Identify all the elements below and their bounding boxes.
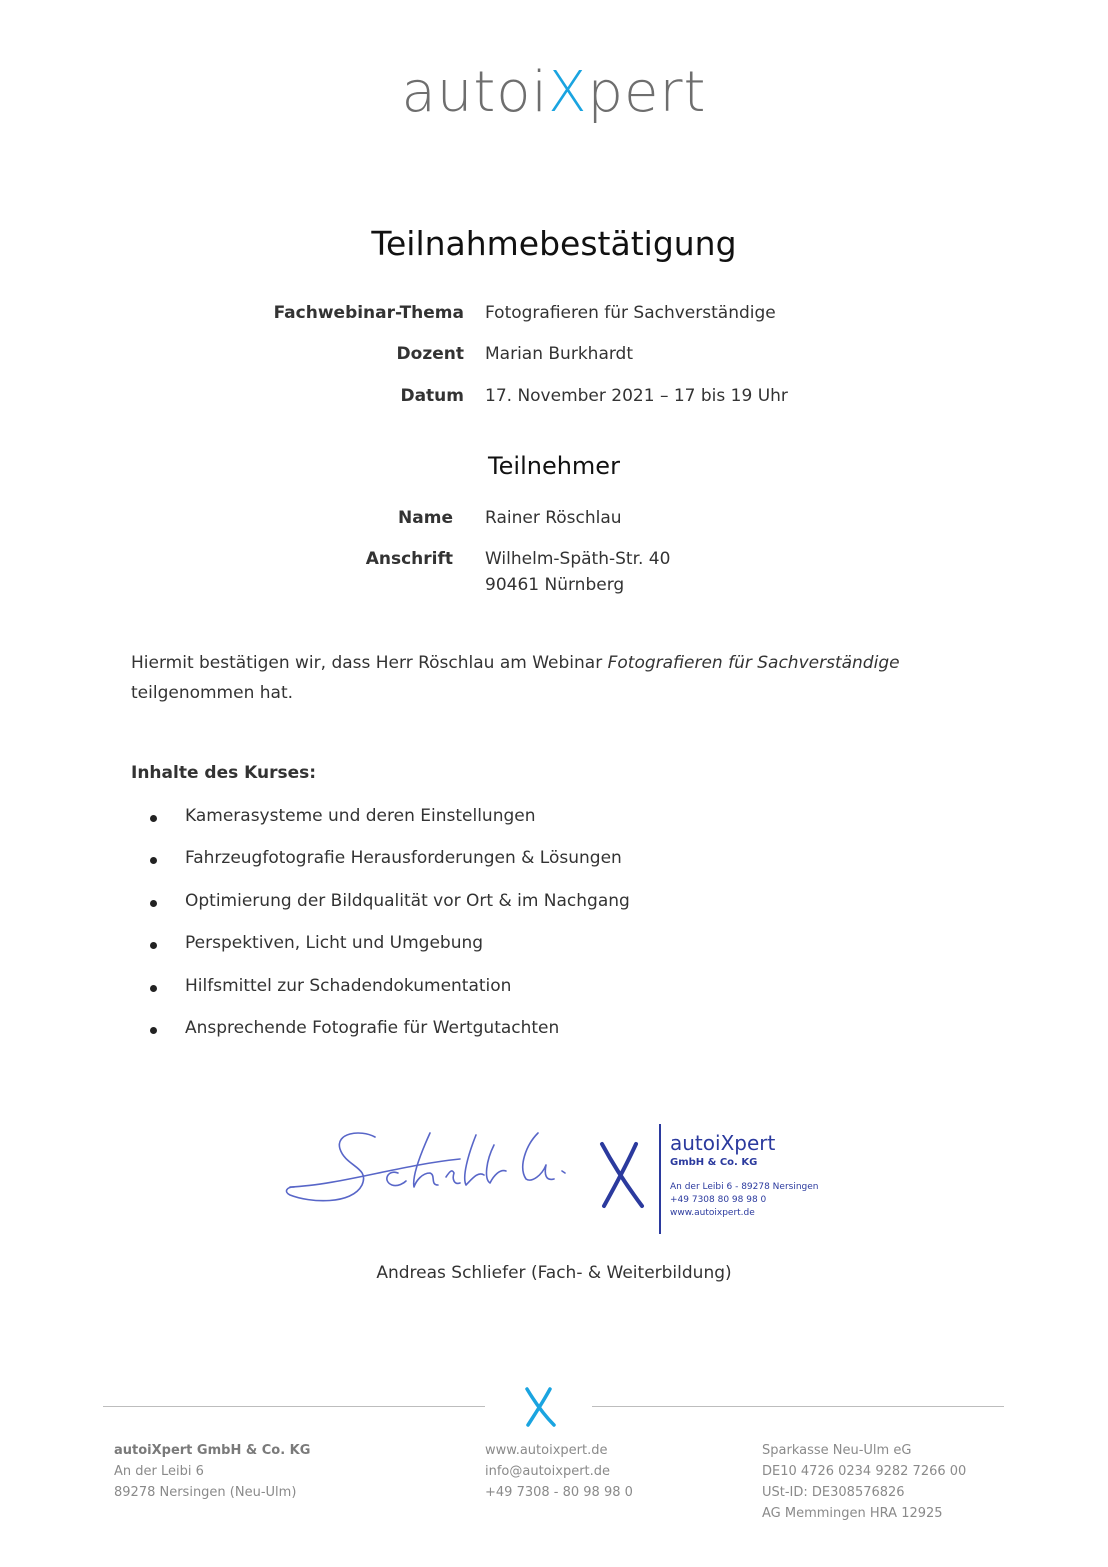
course-item: Perspektiven, Licht und Umgebung [185, 933, 484, 953]
footer-company-block [114, 1440, 310, 1503]
footer-phone: +49 7308 - 80 98 98 0 [485, 1485, 633, 1500]
footer-city: 89278 Nersingen (Neu-Ulm) [114, 1485, 297, 1500]
signer-name: Andreas Schliefer (Fach- & Weiterbildung) [376, 1263, 732, 1283]
footer-divider-left [103, 1406, 485, 1407]
course-item: Hilfsmittel zur Schadendokumentation [185, 976, 512, 996]
footer-register: AG Memmingen HRA 12925 [762, 1506, 943, 1521]
date-value: 17. November 2021 – 17 bis 19 Uhr [485, 386, 788, 406]
stamp-company: autoiXpert [670, 1131, 776, 1155]
course-item: Kamerasysteme und deren Einstellungen [185, 806, 536, 826]
lecturer-value: Marian Burkhardt [485, 344, 634, 364]
footer-company: autoiXpert GmbH & Co. KG [114, 1443, 311, 1458]
date-label: Datum [400, 386, 464, 406]
address-line-2: 90461 Nürnberg [485, 575, 625, 595]
name-label: Name [398, 508, 453, 528]
topic-label: Fachwebinar-Thema [273, 303, 464, 323]
stamp-divider [659, 1124, 661, 1234]
company-logo [0, 58, 1108, 128]
footer-contact-block [485, 1440, 633, 1503]
webinar-title-italic: Fotografieren für Sachverständige [607, 653, 900, 673]
footer-divider-right [592, 1406, 1004, 1407]
bullet-icon [150, 900, 157, 907]
lecturer-label: Dozent [396, 344, 464, 364]
footer-bank-block [762, 1440, 966, 1524]
logo-x: X [548, 60, 588, 125]
bullet-icon [150, 1027, 157, 1034]
address-line-1: Wilhelm-Späth-Str. 40 [485, 549, 671, 569]
footer-bank: Sparkasse Neu-Ulm eG [762, 1443, 912, 1458]
footer-vat: USt-ID: DE308576826 [762, 1485, 905, 1500]
logo-text: autoiXpert [401, 60, 707, 125]
stamp-x-icon [596, 1140, 648, 1210]
confirmation-text: Hiermit bestätigen wir, dass Herr Röschlau am Webinar Fotografieren für Sachverständige teilgenommen hat. [131, 653, 900, 703]
course-item: Optimierung der Bildqualität vor Ort & im Nachgang [185, 891, 630, 911]
footer-email-link[interactable]: info@autoixpert.de [485, 1464, 611, 1479]
footer-web-link[interactable]: www.autoixpert.de [485, 1443, 608, 1458]
stamp-phone: +49 7308 80 98 98 0 [670, 1195, 767, 1205]
stamp-web: www.autoixpert.de [670, 1208, 755, 1218]
bullet-icon [150, 857, 157, 864]
bullet-icon [150, 815, 157, 822]
address-label: Anschrift [365, 549, 453, 569]
course-heading: Inhalte des Kurses: [131, 763, 317, 783]
bullet-icon [150, 985, 157, 992]
stamp-legal: GmbH & Co. KG [670, 1157, 758, 1168]
footer-street: An der Leibi 6 [114, 1464, 204, 1479]
name-value: Rainer Röschlau [485, 508, 622, 528]
course-item: Fahrzeugfotografie Herausforderungen & Lösungen [185, 848, 622, 868]
footer-iban: DE10 4726 0234 9282 7266 00 [762, 1464, 967, 1479]
page-title: Teilnahmebestätigung [371, 224, 737, 263]
participant-heading: Teilnehmer [488, 452, 620, 480]
course-item: Ansprechende Fotografie für Wertgutachten [185, 1018, 560, 1038]
stamp-address: An der Leibi 6 - 89278 Nersingen [670, 1182, 819, 1192]
bullet-icon [150, 942, 157, 949]
topic-value: Fotografieren für Sachverständige [485, 303, 776, 323]
footer-x-icon [522, 1386, 558, 1428]
handwritten-signature [280, 1115, 590, 1220]
